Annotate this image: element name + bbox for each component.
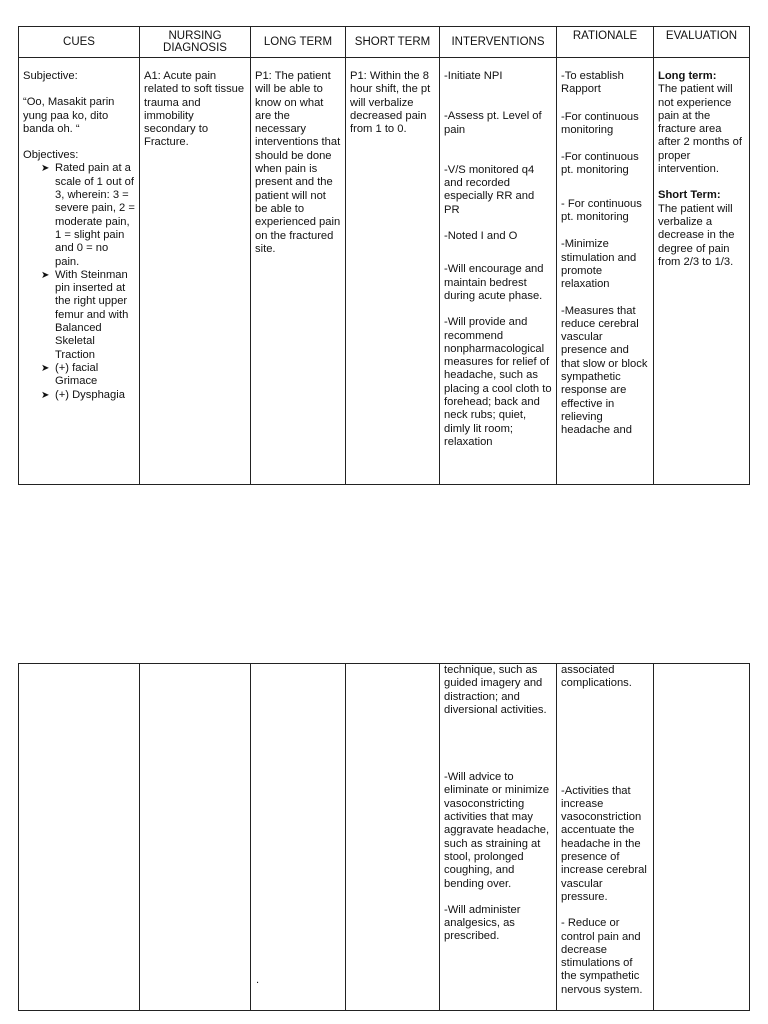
evaluation-short-term xyxy=(658,189,745,269)
header-nursing-diagnosis: NURSING DIAGNOSIS xyxy=(140,27,251,58)
content-row xyxy=(19,58,750,485)
rationale-cell-continued xyxy=(557,664,654,1011)
objective-item: ➤ (+) facial Grimace xyxy=(41,362,135,389)
header-short-term: SHORT TERM xyxy=(346,27,440,58)
long-term-cell-continued xyxy=(251,664,346,1011)
evaluation-cell-empty xyxy=(654,664,750,1011)
intervention-item: -Will provide and recommend nonpharmacological measures for relief of headache, such as placing a cool cloth to forehead; back and neck rubs; quiet, dimly lit room; relaxation xyxy=(444,316,552,448)
intervention-item: -Noted I and O xyxy=(444,230,518,243)
objective-item: ➤ Rated pain at a scale of 1 out of 3, wherein: 3 = severe pain, 2 = moderate pain, 1 = slight pain and 0 = no pain. xyxy=(41,162,135,268)
nursing-diagnosis-cell xyxy=(140,58,251,485)
header-interventions: INTERVENTIONS xyxy=(440,27,557,58)
rationale-item: -Activities that increase vasoconstriction accentuate the headache in the presence of increase cerebral vascular pressure. xyxy=(561,784,647,903)
intervention-item: -Will encourage and maintain bedrest during acute phase. xyxy=(444,263,544,302)
care-plan-table-page-1 xyxy=(18,26,750,485)
continuation-row xyxy=(19,664,750,1011)
evaluation-long-term xyxy=(658,70,745,176)
header-long-term: LONG TERM xyxy=(251,27,346,58)
long-term-cell xyxy=(251,58,346,485)
interventions-cell-continued xyxy=(440,664,557,1011)
evaluation-cell xyxy=(654,58,750,485)
rationale-item: - Reduce or control pain and decrease stimulations of the sympathetic nervous system. xyxy=(561,917,643,996)
evaluation-long-label: Long term: xyxy=(658,70,717,82)
intervention-item: -Initiate NPI xyxy=(444,70,503,82)
header-rationale: RATIONALE xyxy=(557,27,654,58)
long-term-text: P1: The patient will be able to know on what are the necessary interventions that should be done when pain is present and the patient will not be able to experienced pain on the fractured site. xyxy=(255,70,341,255)
nursing-diagnosis-cell-empty xyxy=(140,664,251,1011)
rationale-item: - For continuous pt. monitoring xyxy=(561,197,642,224)
intervention-item: -Assess pt. Level of pain xyxy=(444,110,542,136)
evaluation-long-text: The patient will not experience pain at the fracture area after 2 months of proper intervention. xyxy=(658,83,742,176)
rationale-item: -To establish Rapport xyxy=(561,70,624,96)
objective-item: ➤ (+) Dysphagia xyxy=(41,389,135,402)
header-row xyxy=(19,27,750,58)
intervention-item: -Will administer analgesics, as prescribed. xyxy=(444,903,521,943)
rationale-item: -Measures that reduce cerebral vascular presence and that slow or block sympathetic response are effective in relieving headache and xyxy=(561,304,648,437)
subjective-quote: “Oo, Masakit parin yung paa ko, dito banda oh. “ xyxy=(23,96,115,135)
intervention-item: -V/S monitored q4 and recorded especially RR and PR xyxy=(444,163,535,216)
short-term-cell xyxy=(346,58,440,485)
cues-cell-empty xyxy=(19,664,140,1011)
rationale-cell xyxy=(557,58,654,485)
short-term-text: P1: Within the 8 hour shift, the pt will verbalize decreased pain from 1 to 0. xyxy=(350,70,431,136)
nursing-diagnosis-text: A1: Acute pain related to soft tissue trauma and immobility secondary to Fracture. xyxy=(144,70,245,149)
evaluation-short-text: The patient will verbalize a decrease in the degree of pain from 2/3 to 1/3. xyxy=(658,202,735,268)
objectives-list xyxy=(23,162,135,401)
evaluation-short-label: Short Term: xyxy=(658,189,721,202)
subjective-label: Subjective: xyxy=(23,70,78,82)
rationale-item: -For continuous pt. monitoring xyxy=(561,151,639,177)
short-term-cell-empty xyxy=(346,664,440,1011)
rationale-item: -For continuous monitoring xyxy=(561,110,639,136)
objectives-label: Objectives: xyxy=(23,149,79,162)
header-evaluation: EVALUATION xyxy=(654,27,750,58)
intervention-item: technique, such as guided imagery and distraction; and diversional activities. xyxy=(444,664,547,716)
stray-mark: . xyxy=(256,974,260,986)
interventions-cell xyxy=(440,58,557,485)
care-plan-table-page-2 xyxy=(18,663,750,1011)
cues-cell xyxy=(19,58,140,485)
rationale-item: -Minimize stimulation and promote relaxation xyxy=(561,238,637,291)
intervention-item: -Will advice to eliminate or minimize vasoconstricting activities that may aggravate headache, such as straining at stool, prolonged coughing, and bending over. xyxy=(444,771,550,890)
objective-item: ➤ With Steinman pin inserted at the right upper femur and with Balanced Skeletal Traction xyxy=(41,269,135,362)
header-cues: CUES xyxy=(19,27,140,58)
rationale-item: associated complications. xyxy=(561,664,632,690)
